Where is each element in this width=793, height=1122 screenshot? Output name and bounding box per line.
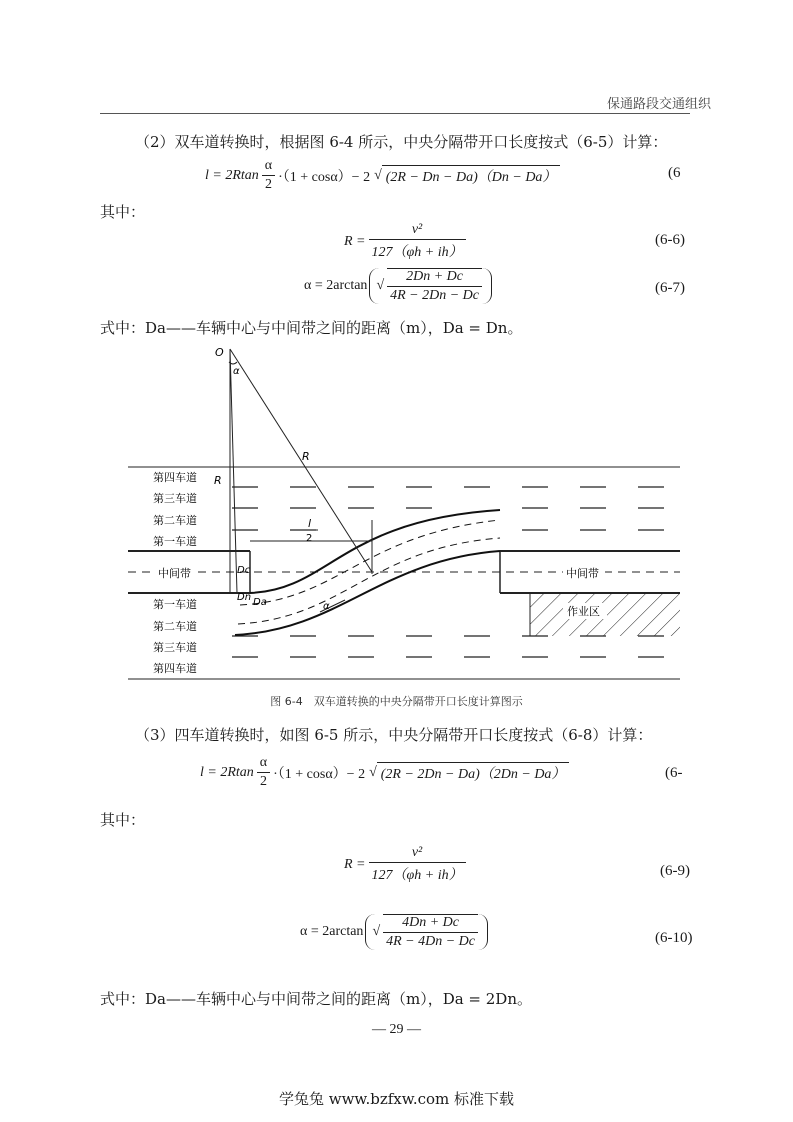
lane-markings-top (232, 487, 664, 530)
transition-curve-inner (235, 551, 500, 635)
equation-6-5: l = 2Rtan $\frac{\alpha}{2}$ ·（1 + cosα）− 2 √ (2R − Dn − Da)（Dn − Da） (205, 158, 560, 193)
where-label: 其中： (100, 203, 146, 221)
equation-6-9: R = $\frac{\text{v²}}{127(\varphi h + ih)}$ (344, 845, 469, 884)
transition-curve-outer (250, 510, 500, 593)
header-rule (100, 113, 690, 114)
svg-text:Da: Da (253, 597, 267, 608)
eq-sqrt: (2R − Dn − Da)（Dn − Da） (382, 165, 561, 186)
eq-fraction: $\frac{\alpha}{2}$ (262, 158, 275, 193)
equation-number-6-7: (6-7) (655, 280, 685, 296)
lane-label-top-3: 第三车道 (153, 492, 197, 505)
lane-label-top-2: 第二车道 (153, 514, 197, 527)
lane-label-bottom-4: 第四车道 (153, 662, 197, 675)
radius-diagonal (230, 349, 372, 572)
figure-6-4 (125, 340, 685, 685)
svg-text:R: R (214, 474, 222, 487)
page-number: — 29 — (372, 1022, 421, 1037)
lane-label-bottom-3: 第三车道 (153, 641, 197, 654)
svg-text:Dc: Dc (237, 565, 251, 576)
where-label-2: 其中： (100, 811, 146, 829)
section-3-intro: （3）四车道转换时，如图 6-5 所示，中央分隔带开口长度按式（6-8）计算： (135, 726, 653, 744)
equation-number-6-6: (6-6) (655, 232, 685, 248)
equation-number-6-9: (6-9) (660, 863, 690, 879)
svg-text:Dn: Dn (237, 592, 252, 603)
definition-note-1: 式中：Da——车辆中心与中间带之间的距离（m），Da = Dn。 (100, 319, 523, 337)
watermark-footer: 学兔兔 www.bzfxw.com 标准下载 (278, 1090, 515, 1108)
definition-note-2: 式中：Da——车辆中心与中间带之间的距离（m），Da = 2Dn。 (100, 990, 532, 1008)
label-O: O (215, 346, 224, 359)
svg-text:l: l (308, 517, 312, 530)
svg-text:2: 2 (306, 533, 313, 544)
median-label-left: 中间带 (158, 567, 191, 580)
median-label-right: 中间带 (566, 567, 599, 580)
equation-number-6-8: (6- (665, 765, 683, 781)
equation-number-6-5: (6 (668, 165, 681, 181)
lane-label-bottom-1: 第一车道 (153, 598, 197, 611)
lane-label-bottom-2: 第二车道 (153, 620, 197, 633)
lane-label-top-4: 第四车道 (153, 471, 197, 484)
equation-6-10: α = 2arctan √ $\frac{4Dn + Dc}{4R - 4Dn - Dc}$ (300, 914, 488, 950)
lane-markings-bottom (232, 636, 664, 657)
equation-6-8: l = 2Rtan $\frac{\alpha}{2}$ ·（1 + cosα）− 2 √ (2R − 2Dn − Da)（2Dn − Da） (200, 755, 569, 790)
equation-6-6: R = $\frac{\text{v²}}{127(\varphi h + ih)}$ (344, 222, 469, 261)
eq-middle: ·（1 + cosα）− 2 (278, 169, 371, 185)
svg-text:α: α (233, 366, 240, 377)
svg-text:R: R (302, 450, 310, 463)
lane-label-top-1: 第一车道 (153, 535, 197, 548)
running-header: 保通路段交通组织 (606, 97, 711, 112)
equation-number-6-10: (6-10) (655, 930, 693, 946)
figure-caption: 图 6-4 双车道转换的中央分隔带开口长度计算图示 (270, 695, 523, 708)
section-2-intro: （2）双车道转换时，根据图 6-4 所示，中央分隔带开口长度按式（6-5）计算： (135, 133, 668, 151)
svg-text:α: α (323, 601, 330, 612)
work-zone-label: 作业区 (567, 605, 600, 618)
eq-sqrt-2: (2R − 2Dn − Da)（2Dn − Da） (377, 762, 570, 783)
eq-lhs: l = 2Rtan (205, 167, 259, 183)
equation-6-7: α = 2arctan √ $\frac{2Dn + Dc}{4R - 2Dn - Dc}$ (304, 268, 492, 304)
